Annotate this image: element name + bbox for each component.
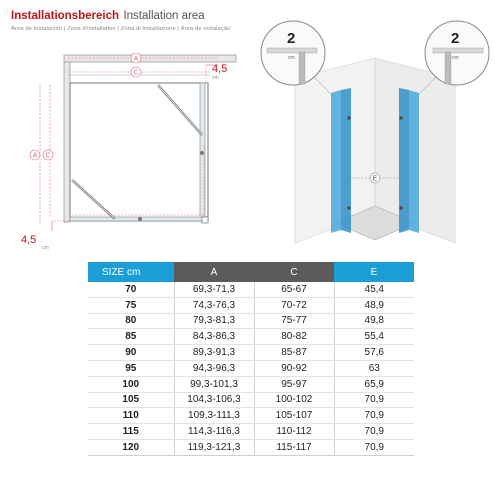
hinge-dot (138, 217, 142, 221)
label-a-top: A (133, 55, 139, 63)
table-row (88, 329, 414, 345)
cell-e: 70,9 (334, 408, 414, 424)
cell-a: 114,3-116,3 (174, 424, 254, 440)
table-row (88, 424, 414, 440)
title-translations: Área de instalación | Zone d'installation | Zona di installazione | Área de instalação (11, 26, 231, 32)
table-row (88, 282, 414, 297)
label-a-left: A (32, 152, 38, 160)
col-header-c: C (254, 262, 334, 282)
cell-a: 84,3-86,3 (174, 329, 254, 345)
cell-c: 75-77 (254, 313, 334, 329)
table-row (88, 392, 414, 408)
cell-size: 120 (88, 439, 174, 455)
label-e: E (372, 175, 378, 183)
offset-unit-top: cm (212, 75, 219, 81)
cell-e: 45,4 (334, 282, 414, 297)
cell-e: 65,9 (334, 376, 414, 392)
enclosure-outline (70, 83, 208, 221)
col-header-size: SIZE cm (88, 262, 174, 282)
detail-left-value: 2 (287, 30, 296, 47)
cell-e: 63 (334, 360, 414, 376)
table-row (88, 408, 414, 424)
label-c-top: C (133, 69, 139, 77)
cell-c: 100-102 (254, 392, 334, 408)
label-c-left: C (45, 152, 51, 160)
cell-c: 115-117 (254, 439, 334, 455)
cell-size: 100 (88, 376, 174, 392)
table-body (88, 282, 414, 455)
cell-size: 105 (88, 392, 174, 408)
cell-a: 74,3-76,3 (174, 297, 254, 313)
cell-a: 69,3-71,3 (174, 282, 254, 297)
cell-c: 110-112 (254, 424, 334, 440)
cell-size: 110 (88, 408, 174, 424)
side-wall (64, 62, 70, 222)
glass-panel-left-1 (331, 90, 341, 233)
cell-e: 70,9 (334, 392, 414, 408)
cell-c: 80-82 (254, 329, 334, 345)
cell-size: 95 (88, 360, 174, 376)
title-german: Installationsbereich (11, 10, 120, 22)
back-wall (64, 55, 236, 62)
cell-a: 79,3-81,3 (174, 313, 254, 329)
cell-size: 75 (88, 297, 174, 313)
cell-size: 85 (88, 329, 174, 345)
detail-left-unit: cm (288, 55, 295, 61)
cell-a: 94,3-96,3 (174, 360, 254, 376)
cell-c: 105-107 (254, 408, 334, 424)
cell-c: 65-67 (254, 282, 334, 297)
table-row (88, 297, 414, 313)
table-row (88, 439, 414, 455)
cell-a: 89,3-91,3 (174, 345, 254, 361)
glass-panel-left-2 (341, 88, 351, 233)
offset-value-bottom: 4,5 (21, 234, 37, 246)
detail-right-unit: cm (452, 55, 459, 61)
size-table (88, 262, 414, 456)
offset-unit-bottom: cm (42, 245, 49, 251)
col-header-a: A (174, 262, 254, 282)
hinge-dot (200, 151, 204, 155)
title-english: Installation area (123, 10, 205, 22)
cell-e: 49,8 (334, 313, 414, 329)
cell-c: 90-92 (254, 360, 334, 376)
table-row (88, 313, 414, 329)
cell-size: 115 (88, 424, 174, 440)
cell-c: 95-97 (254, 376, 334, 392)
glass-panel-right-1 (399, 88, 409, 233)
cell-e: 57,6 (334, 345, 414, 361)
table-header-row (88, 262, 414, 282)
cell-size: 90 (88, 345, 174, 361)
table-row (88, 376, 414, 392)
table-row (88, 360, 414, 376)
cell-size: 70 (88, 282, 174, 297)
col-header-e: E (334, 262, 414, 282)
perspective-diagram (255, 8, 495, 253)
cell-c: 85-87 (254, 345, 334, 361)
floor-plan-diagram (20, 45, 250, 255)
cell-a: 109,3-111,3 (174, 408, 254, 424)
glass-panel-right-2 (409, 90, 419, 233)
offset-value-top: 4,5 (212, 63, 228, 75)
cell-e: 70,9 (334, 424, 414, 440)
cell-a: 99,3-101,3 (174, 376, 254, 392)
cell-e: 70,9 (334, 439, 414, 455)
detail-right-value: 2 (451, 30, 460, 47)
cell-size: 80 (88, 313, 174, 329)
cell-e: 48,9 (334, 297, 414, 313)
cell-a: 104,3-106,3 (174, 392, 254, 408)
cell-a: 119,3-121,3 (174, 439, 254, 455)
installation-header (11, 6, 261, 32)
cell-c: 70-72 (254, 297, 334, 313)
cell-e: 55,4 (334, 329, 414, 345)
table-row (88, 345, 414, 361)
